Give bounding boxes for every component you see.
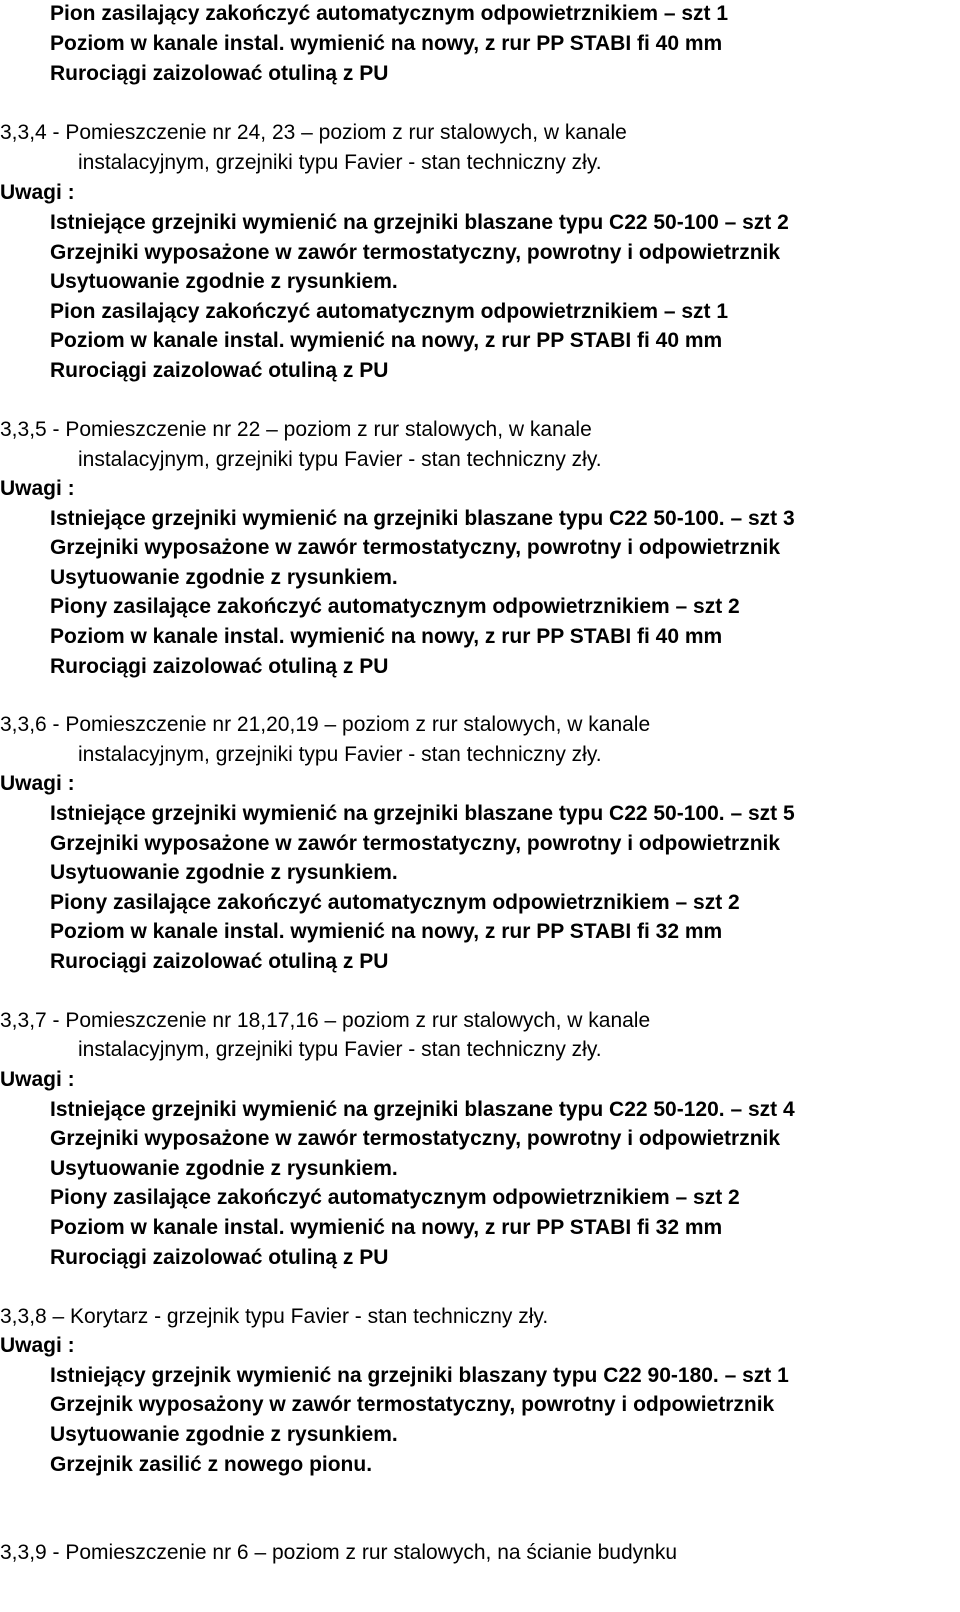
remark-line: Pion zasilający zakończyć automatycznym odpowietrznikiem – szt 1 — [50, 300, 729, 323]
uwagi-label: Uwagi : — [0, 772, 75, 795]
remark-line: Piony zasilające zakończyć automatycznym odpowietrznikiem – szt 2 — [50, 1186, 740, 1209]
remark-line: Piony zasilające zakończyć automatycznym odpowietrznikiem – szt 2 — [50, 891, 740, 914]
remark-line: Grzejnik zasilić z nowego pionu. — [50, 1453, 373, 1476]
remark-line: Poziom w kanale instal. wymienić na nowy, z rur PP STABI fi 32 mm — [50, 920, 723, 943]
remark-line: Usytuowanie zgodnie z rysunkiem. — [50, 1423, 398, 1446]
remark-line: Usytuowanie zgodnie z rysunkiem. — [50, 270, 398, 293]
intro-line: Poziom w kanale instal. wymienić na nowy, z rur PP STABI fi 40 mm — [50, 32, 723, 55]
section-heading: 3,3,9 - Pomieszczenie nr 6 – poziom z rur stalowych, na ścianie budynku — [0, 1541, 677, 1564]
remark-line: Poziom w kanale instal. wymienić na nowy, z rur PP STABI fi 40 mm — [50, 625, 723, 648]
remark-line: Usytuowanie zgodnie z rysunkiem. — [50, 566, 398, 589]
remark-line: Istniejące grzejniki wymienić na grzejniki blaszane typu C22 50-100. – szt 3 — [50, 507, 795, 530]
remark-line: Grzejnik wyposażony w zawór termostatyczny, powrotny i odpowietrznik — [50, 1393, 775, 1416]
uwagi-label: Uwagi : — [0, 1334, 75, 1357]
section-heading-continuation: instalacyjnym, grzejniki typu Favier - stan techniczny zły. — [78, 1038, 602, 1061]
section-heading: 3,3,4 - Pomieszczenie nr 24, 23 – poziom z rur stalowych, w kanale — [0, 121, 627, 144]
section-heading-continuation: instalacyjnym, grzejniki typu Favier - stan techniczny zły. — [78, 743, 602, 766]
section-heading: 3,3,6 - Pomieszczenie nr 21,20,19 – poziom z rur stalowych, w kanale — [0, 713, 651, 736]
remark-line: Istniejące grzejniki wymienić na grzejniki blaszane typu C22 50-100 – szt 2 — [50, 211, 789, 234]
remark-line: Istniejące grzejniki wymienić na grzejniki blaszane typu C22 50-100. – szt 5 — [50, 802, 795, 825]
remark-line: Usytuowanie zgodnie z rysunkiem. — [50, 1157, 398, 1180]
section-heading: 3,3,8 – Korytarz - grzejnik typu Favier - stan techniczny zły. — [0, 1305, 549, 1328]
remark-line: Rurociągi zaizolować otuliną z PU — [50, 1246, 389, 1269]
remark-line: Grzejniki wyposażone w zawór termostatyczny, powrotny i odpowietrznik — [50, 536, 781, 559]
uwagi-label: Uwagi : — [0, 1068, 75, 1091]
intro-line: Pion zasilający zakończyć automatycznym odpowietrznikiem – szt 1 — [50, 2, 729, 25]
remark-line: Usytuowanie zgodnie z rysunkiem. — [50, 861, 398, 884]
remark-line: Grzejniki wyposażone w zawór termostatyczny, powrotny i odpowietrznik — [50, 1127, 781, 1150]
remark-line: Rurociągi zaizolować otuliną z PU — [50, 655, 389, 678]
remark-line: Poziom w kanale instal. wymienić na nowy, z rur PP STABI fi 32 mm — [50, 1216, 723, 1239]
section-heading-continuation: instalacyjnym, grzejniki typu Favier - stan techniczny zły. — [78, 448, 602, 471]
remark-line: Piony zasilające zakończyć automatycznym odpowietrznikiem – szt 2 — [50, 595, 740, 618]
uwagi-label: Uwagi : — [0, 477, 75, 500]
remark-line: Grzejniki wyposażone w zawór termostatyczny, powrotny i odpowietrznik — [50, 832, 781, 855]
remark-line: Istniejące grzejniki wymienić na grzejniki blaszane typu C22 50-120. – szt 4 — [50, 1098, 795, 1121]
uwagi-label: Uwagi : — [0, 181, 75, 204]
section-heading: 3,3,7 - Pomieszczenie nr 18,17,16 – poziom z rur stalowych, w kanale — [0, 1009, 651, 1032]
remark-line: Grzejniki wyposażone w zawór termostatyczny, powrotny i odpowietrznik — [50, 241, 781, 264]
section-heading: 3,3,5 - Pomieszczenie nr 22 – poziom z rur stalowych, w kanale — [0, 418, 592, 441]
intro-line: Rurociągi zaizolować otuliną z PU — [50, 62, 389, 85]
remark-line: Poziom w kanale instal. wymienić na nowy, z rur PP STABI fi 40 mm — [50, 329, 723, 352]
remark-line: Rurociągi zaizolować otuliną z PU — [50, 950, 389, 973]
remark-line: Istniejący grzejnik wymienić na grzejniki blaszany typu C22 90-180. – szt 1 — [50, 1364, 789, 1387]
remark-line: Rurociągi zaizolować otuliną z PU — [50, 359, 389, 382]
section-heading-continuation: instalacyjnym, grzejniki typu Favier - stan techniczny zły. — [78, 151, 602, 174]
